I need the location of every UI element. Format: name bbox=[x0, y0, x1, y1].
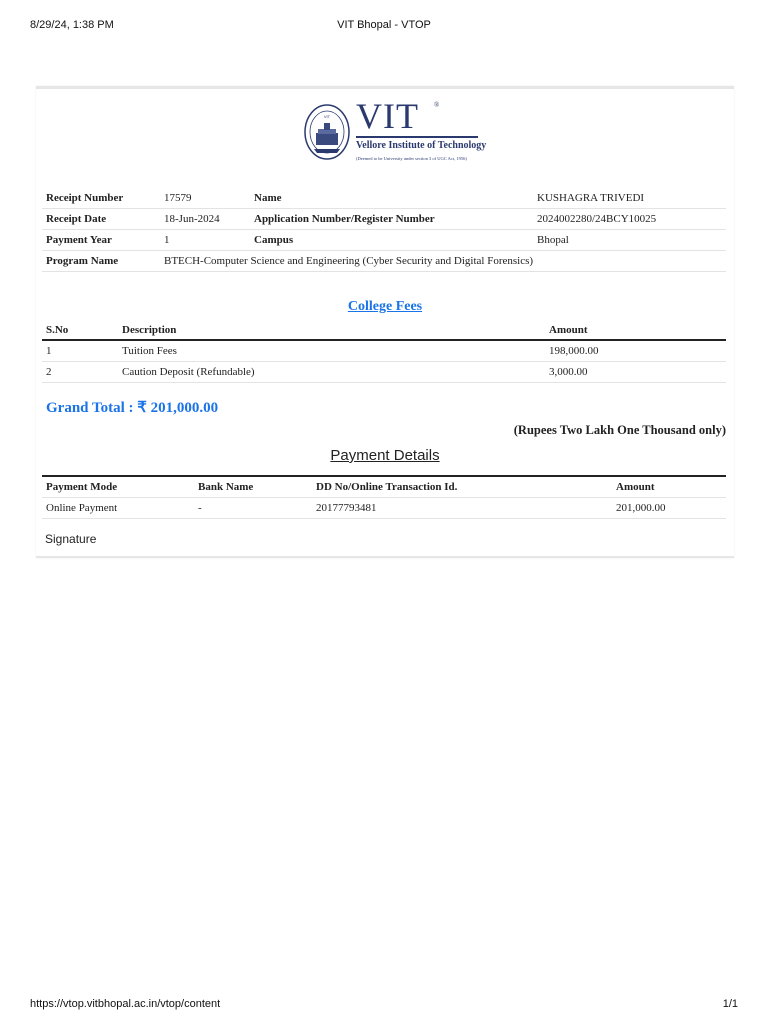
table-row bbox=[42, 188, 726, 209]
campus-label: Campus bbox=[250, 230, 533, 251]
column-header-amount: Amount bbox=[612, 476, 726, 498]
payment-year-value: 1 bbox=[160, 230, 250, 251]
receipt-date-value: 18-Jun-2024 bbox=[160, 209, 250, 230]
fee-amount: 3,000.00 bbox=[545, 362, 726, 383]
college-fees-title: College Fees bbox=[347, 299, 423, 314]
print-footer bbox=[0, 984, 768, 1024]
payment-details-table bbox=[42, 475, 726, 519]
page-url[interactable]: https://vtop.vitbhopal.ac.in/vtop/content bbox=[30, 998, 221, 1010]
svg-text:VIT: VIT bbox=[323, 114, 331, 119]
program-name-value: BTECH-Computer Science and Engineering (Cyber Security and Digital Forensics) bbox=[160, 251, 726, 272]
column-header-payment-mode: Payment Mode bbox=[42, 476, 194, 498]
university-seal-icon bbox=[304, 103, 350, 161]
name-value: KUSHAGRA TRIVEDI bbox=[533, 188, 726, 209]
fee-description: Caution Deposit (Refundable) bbox=[118, 362, 545, 383]
page-number: 1/1 bbox=[722, 998, 738, 1010]
grand-total-label: Grand Total : ₹ bbox=[46, 400, 147, 416]
bank-name-value: - bbox=[194, 498, 312, 519]
payment-mode-value: Online Payment bbox=[42, 498, 194, 519]
signature-label: Signature bbox=[45, 532, 97, 546]
receipt-info-table bbox=[42, 188, 726, 272]
column-header-amount: Amount bbox=[545, 320, 726, 340]
logo-rule bbox=[356, 136, 478, 138]
program-name-label: Program Name bbox=[42, 251, 160, 272]
receipt-card bbox=[36, 86, 734, 558]
fee-amount: 198,000.00 bbox=[545, 340, 726, 362]
payment-year-label: Payment Year bbox=[42, 230, 160, 251]
application-number-value: 2024002280/24BCY10025 bbox=[533, 209, 726, 230]
receipt-number-value: 17579 bbox=[160, 188, 250, 209]
logo-institute-name: Vellore Institute of Technology bbox=[356, 140, 487, 151]
payment-details-title: Payment Details bbox=[330, 447, 440, 464]
column-header-sno: S.No bbox=[42, 320, 118, 340]
campus-value: Bhopal bbox=[533, 230, 726, 251]
college-fees-table bbox=[42, 320, 726, 383]
transaction-id-value: 20177793481 bbox=[312, 498, 612, 519]
grand-total bbox=[46, 398, 218, 417]
table-row bbox=[42, 362, 726, 383]
name-label: Name bbox=[250, 188, 533, 209]
payment-amount-value: 201,000.00 bbox=[612, 498, 726, 519]
receipt-number-label: Receipt Number bbox=[42, 188, 160, 209]
table-header-row bbox=[42, 320, 726, 340]
table-row bbox=[42, 498, 726, 519]
logo-deemed-text: (Deemed to be University under section 3 of UGC Act, 1956) bbox=[356, 156, 467, 161]
application-number-label: Application Number/Register Number bbox=[250, 209, 533, 230]
fee-description: Tuition Fees bbox=[118, 340, 545, 362]
print-header bbox=[0, 0, 768, 40]
vit-logo bbox=[304, 96, 487, 165]
table-row bbox=[42, 209, 726, 230]
column-header-description: Description bbox=[118, 320, 545, 340]
fee-sno: 2 bbox=[42, 362, 118, 383]
print-datetime: 8/29/24, 1:38 PM bbox=[30, 19, 114, 31]
table-row bbox=[42, 340, 726, 362]
table-header-row bbox=[42, 476, 726, 498]
registered-mark: ® bbox=[434, 101, 440, 109]
print-page-title: VIT Bhopal - VTOP bbox=[337, 19, 431, 31]
table-row bbox=[42, 230, 726, 251]
receipt-date-label: Receipt Date bbox=[42, 209, 160, 230]
logo-abbreviation: VIT bbox=[356, 96, 419, 136]
column-header-transaction-id: DD No/Online Transaction Id. bbox=[312, 476, 612, 498]
fee-sno: 1 bbox=[42, 340, 118, 362]
grand-total-amount: 201,000.00 bbox=[150, 400, 219, 416]
amount-in-words: (Rupees Two Lakh One Thousand only) bbox=[513, 423, 726, 437]
table-row bbox=[42, 251, 726, 272]
column-header-bank-name: Bank Name bbox=[194, 476, 312, 498]
